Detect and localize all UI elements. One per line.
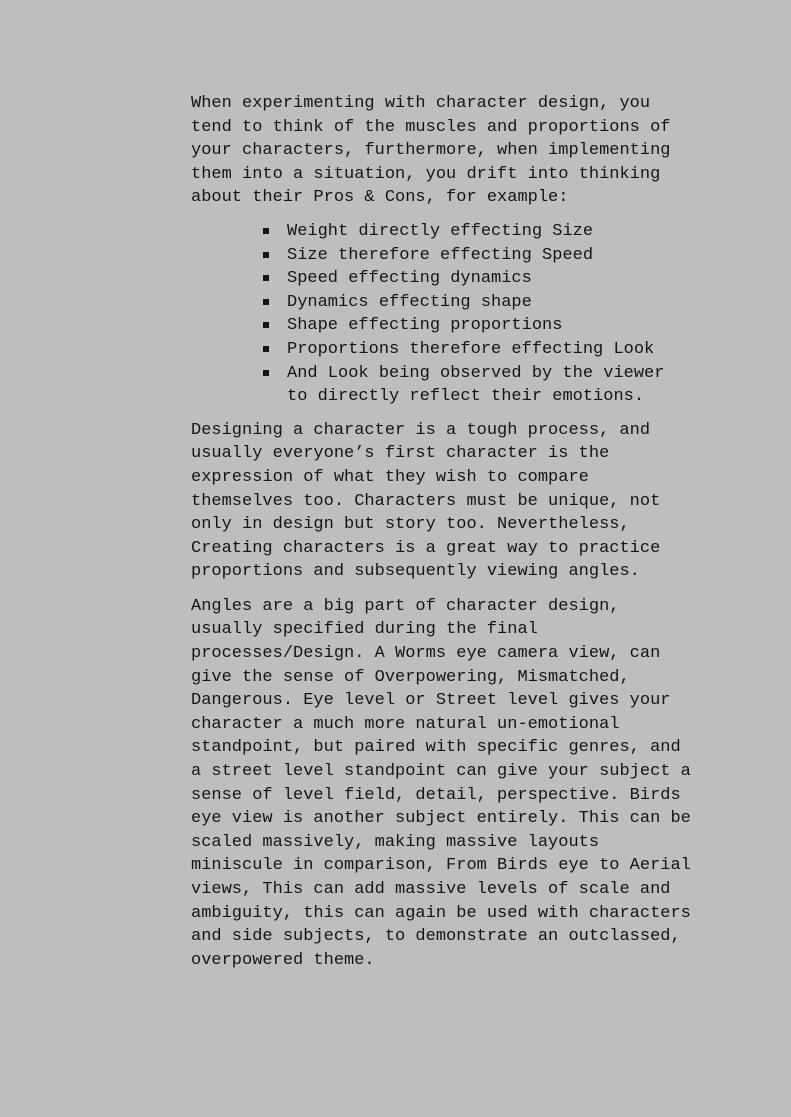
list-item: Weight directly effecting Size (263, 220, 751, 244)
list-item: Proportions therefore effecting Look (263, 338, 751, 362)
paragraph-designing: Designing a character is a tough process, and usually everyone’s first character is the expression of what they wish to compare themselves too. Characters must be unique, not only in design but story too. Nevertheless, Creating characters is a great way to practice proportions and subsequently viewing angles. (191, 420, 661, 582)
bullet-list (191, 220, 751, 409)
paragraph-angles: Angles are a big part of character design, usually specified during the final processes/Design. A Worms eye camera view, can give the sense of Overpowering, Mismatched, Dangerous. Eye level or Street level gives your character a much more natural un-emotional standpoint, but paired with specific genres, and a street level standpoint can give your subject a sense of level field, detail, perspective. Birds eye view is another subject entirely. This can be scaled massively, making massive layouts miniscule in comparison, From Birds eye to Aerial views, This can add massive levels of scale and ambiguity, this can again be used with characters and side subjects, to demonstrate an outclassed, overpowered theme. (191, 596, 691, 970)
list-item: Dynamics effecting shape (263, 291, 751, 315)
list-item: Shape effecting proportions (263, 314, 751, 338)
list-item: Speed effecting dynamics (263, 267, 751, 291)
document-body (191, 92, 751, 972)
list-item: Size therefore effecting Speed (263, 244, 751, 268)
paragraph-intro: When experimenting with character design, you tend to think of the muscles and proportions of your characters, furthermore, when implementing them into a situation, you drift into thinking about their Pros & Cons, for example: (191, 94, 671, 208)
list-item: And Look being observed by the viewer to directly reflect their emotions. (263, 362, 751, 409)
